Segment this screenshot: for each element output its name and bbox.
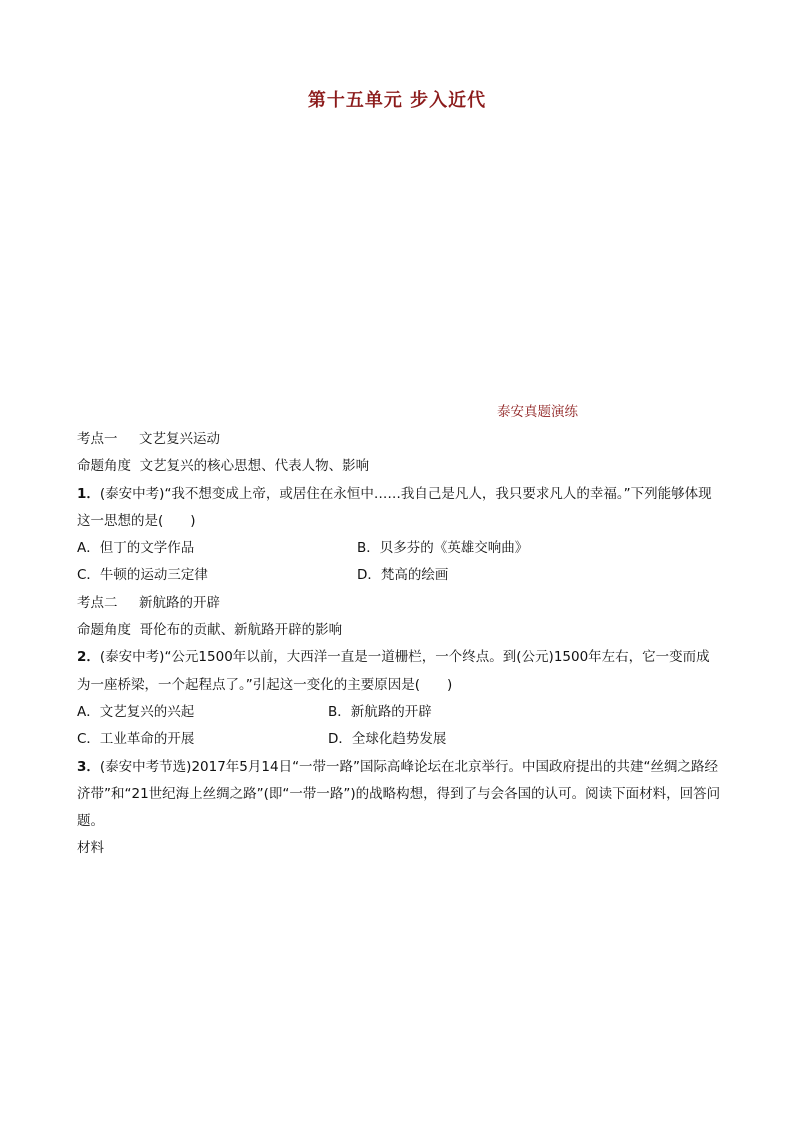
question-2-option-b: B．新航路的开辟: [328, 703, 432, 720]
kaodian-1-heading: [77, 426, 722, 453]
question-2-option-d: D．全球化趋势发展: [328, 731, 447, 748]
kaodian-1-angle: [77, 453, 722, 480]
kaodian-1-topic: 文艺复兴运动: [139, 431, 220, 447]
question-1-options-row-2: [77, 562, 722, 589]
question-3-text: (泰安中考节选)2017年5月14日“一带一路”国际高峰论坛在北京举行。中国政府提出的共建“丝绸之路经济带”和“21世纪海上丝绸之路”(即“一带一路”)的战略构想，得到了与会各国的认可。阅读下面材料，回答问题。: [77, 758, 721, 830]
kaodian-2-angle: [77, 617, 722, 644]
kaodian-2-angle-label: 命题角度: [77, 622, 131, 639]
question-2-option-a: A．文艺复兴的兴起: [77, 703, 195, 720]
question-1-option-a: A．但丁的文学作品: [77, 540, 195, 557]
kaodian-1-angle-label: 命题角度: [77, 458, 131, 475]
question-1-text: (泰安中考)“我不想变成上帝，或居住在永恒中……我自己是凡人，我只要求凡人的幸福。”下列能够体现这一思想的是( ): [77, 485, 712, 529]
question-3-material: 材料: [77, 840, 104, 857]
question-3: [77, 754, 722, 836]
question-2-option-c: C．工业革命的开展: [77, 731, 195, 748]
question-2: [77, 644, 722, 699]
question-1-number: 1．: [77, 485, 100, 502]
question-2-text: (泰安中考)“公元1500年以前，大西洋一直是一道栅栏，一个终点。到(公元)1500年左右，它一变而成为一座桥梁，一个起程点了。”引起这一变化的主要原因是( ): [77, 649, 710, 693]
kaodian-2-heading: [77, 590, 722, 617]
question-2-number: 2．: [77, 649, 100, 666]
content-body: [77, 426, 722, 863]
question-1-option-c: C．牛顿的运动三定律: [77, 567, 208, 584]
kaodian-2-label: 考点二: [77, 594, 118, 611]
kaodian-1-label: 考点一: [77, 431, 118, 447]
kaodian-2-angle-text: 哥伦布的贡献、新航路开辟的影响: [139, 622, 343, 639]
question-1-option-b: B．贝多芬的《英雄交响曲》: [357, 540, 529, 557]
question-1: [77, 481, 722, 536]
question-3-number: 3．: [77, 758, 100, 775]
question-1-option-d: D．梵高的绘画: [357, 567, 449, 584]
question-1-options-row-1: [77, 535, 722, 562]
question-2-options-row-1: [77, 699, 722, 726]
kaodian-1-angle-text: 文艺复兴的核心思想、代表人物、影响: [139, 458, 370, 475]
question-2-options-row-2: [77, 726, 722, 753]
section-heading: 泰安真题演练: [497, 404, 578, 420]
page-title: 第十五单元 步入近代: [307, 90, 487, 111]
kaodian-2-topic: 新航路的开辟: [139, 594, 220, 611]
